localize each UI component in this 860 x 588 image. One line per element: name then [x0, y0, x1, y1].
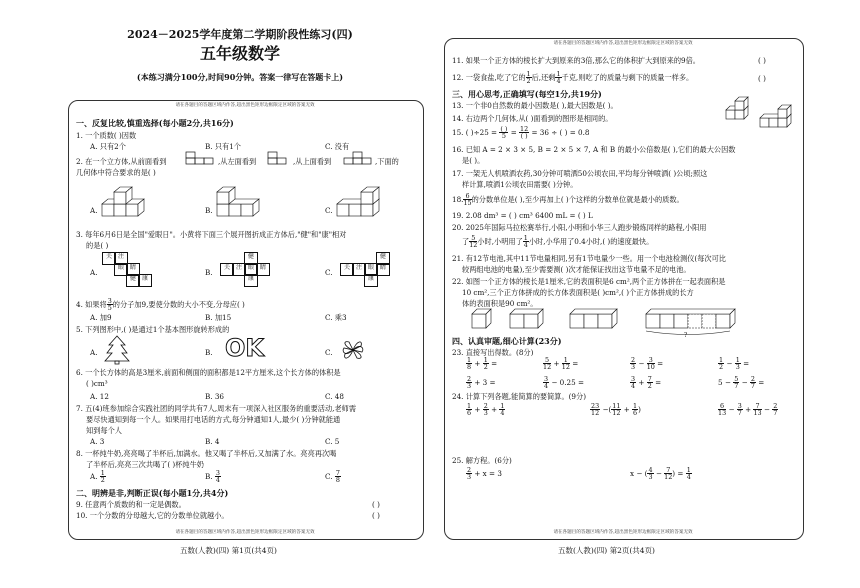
numerator: 1	[719, 356, 724, 364]
q18-text-a: 18.	[452, 194, 464, 204]
q2-cube-figure-a	[100, 186, 160, 220]
q24-item-1	[466, 403, 505, 417]
q25-eq2-b: ) =	[672, 468, 684, 478]
q4-text-a: 4. 如果将	[76, 299, 107, 309]
fraction	[466, 357, 472, 371]
subject-title: 五年级数学	[199, 44, 280, 63]
fraction	[590, 403, 600, 417]
denominator: 5	[107, 304, 112, 313]
operator: −	[655, 468, 662, 478]
tree-icon	[104, 335, 130, 365]
q2-option-c: C.	[325, 206, 333, 215]
net-cell: 眼	[364, 263, 378, 276]
question-2-c: ,从上面看到	[293, 157, 332, 166]
q25-equation-1	[466, 467, 502, 481]
section-1-title: 一、反复比较,慎重选择(每小题2分,共16分)	[76, 118, 234, 128]
operator: +	[553, 358, 560, 368]
denominator: 8	[335, 476, 340, 485]
question-16-b: 是( )。	[462, 156, 485, 165]
section-2-title: 二、明辨是非,判断正误(每小题1分,共4分)	[76, 488, 229, 498]
numerator: 23	[591, 402, 600, 410]
q4-option-b: B. 加15	[205, 313, 232, 322]
numerator: 7	[335, 469, 340, 477]
question-3-b: 的是( )	[86, 241, 109, 250]
numerator: 2	[467, 466, 472, 474]
exam-note: (本练习满分100分,时间90分钟。答案一律写在答题卡上)	[136, 72, 344, 82]
question-24: 24. 计算下列各题,能简算的要简算。(9分)	[452, 392, 586, 401]
question-10: 10. 一个分数的分母越大,它的分数单位就越小。	[76, 511, 229, 520]
q7-option-c: C. 5	[325, 437, 340, 446]
q18-text-b: 的分数单位是( ),至少再加上( )个这样的分数单位就是最小的质数。	[471, 194, 684, 204]
denominator: 3	[631, 363, 636, 372]
net-cell: 关	[102, 252, 116, 265]
numerator: 1	[467, 356, 472, 364]
numerator: 4	[648, 466, 653, 474]
operator: +	[474, 358, 481, 368]
question-17-a: 17. 一架无人机喷洒农药,30分钟可喷洒50公顷农田,平均每分钟喷洒( )公顷;照这	[452, 169, 708, 178]
fraction	[483, 403, 489, 417]
denominator: 4	[500, 409, 505, 418]
numerator: 2	[750, 375, 755, 383]
left-answer-box	[68, 100, 424, 540]
net-cell: 睛	[376, 263, 390, 276]
denominator: 7	[750, 382, 755, 391]
q22-question-mark: ?	[684, 332, 688, 339]
numerator: 3	[107, 297, 112, 305]
question-15	[452, 126, 589, 140]
denominator: 2	[719, 363, 724, 372]
option-letter: C.	[325, 471, 333, 481]
fraction	[466, 376, 472, 390]
operator: +	[745, 404, 752, 414]
operator: +	[623, 404, 630, 414]
fraction	[499, 403, 505, 417]
q23-item-3	[630, 357, 663, 371]
q14-solids-figure	[724, 96, 794, 136]
numerator: 12	[520, 125, 529, 133]
option-letter: B.	[205, 471, 213, 481]
question-25: 25. 解方程。(6分)	[452, 456, 512, 465]
equals: =	[491, 358, 498, 368]
q4-text-b: 的分子加9,要使分数的大小不变,分母应( )	[112, 299, 245, 309]
q3-option-a: A.	[90, 268, 98, 277]
equals: =	[758, 377, 765, 387]
q5-option-a: A.	[90, 348, 98, 357]
net-cell: 注	[352, 263, 366, 276]
denominator: 15	[463, 199, 472, 208]
denominator: 4	[544, 382, 549, 391]
denominator: 3	[648, 473, 653, 482]
numerator: 1	[500, 402, 505, 410]
net-cell: 关	[340, 263, 354, 276]
q23-item-2	[543, 357, 578, 371]
question-11: 11. 如果一个正方体的棱长扩大到原来的3倍,那么它的体积扩大到原来的9倍。	[452, 56, 700, 65]
q10-answer-paren: ( )	[372, 511, 380, 520]
denominator: 12	[612, 409, 621, 418]
q12-answer-paren: ( )	[758, 74, 766, 83]
question-20-b	[462, 235, 653, 249]
operator: +	[491, 404, 498, 414]
q2-option-a: A.	[90, 206, 98, 215]
equals: =	[572, 358, 579, 368]
fraction	[686, 467, 692, 481]
fraction	[630, 357, 636, 371]
left-footer: 五数(人教)(四) 第1页(共4页)	[180, 546, 277, 555]
question-8-a: 8. 一杯纯牛奶,亮亮喝了半杯后,加满水。他又喝了半杯后,又加满了水。亮亮再次喝	[76, 449, 337, 458]
question-2-b: ,从左面看到	[218, 157, 257, 166]
numerator: 1	[562, 357, 570, 364]
question-20-a: 20. 2025年国际马拉松赛举行,小阳,小明和小华三人跑步锻炼同样的路程,小阳用	[452, 223, 707, 232]
denominator: 2	[526, 77, 531, 86]
q25-equation-2	[630, 467, 692, 481]
q2-cube-figure-c	[335, 186, 395, 220]
operator: +	[638, 377, 645, 387]
numerator: 1	[467, 402, 472, 410]
denominator: 4	[215, 476, 220, 485]
numerator: 2	[483, 402, 488, 410]
question-7-c: 知到每个人	[86, 426, 122, 435]
numerator: 5	[734, 375, 739, 383]
denominator: 12	[664, 473, 673, 482]
denominator: 2	[647, 382, 652, 391]
question-23: 23. 直接写出得数。(8分)	[452, 348, 534, 357]
q5-option-c: C.	[325, 348, 333, 357]
numerator: 7	[647, 375, 652, 383]
net-cell: 康	[244, 274, 258, 287]
q7-option-a: A. 3	[90, 437, 105, 446]
fraction	[772, 403, 778, 417]
fraction	[100, 470, 106, 484]
fraction	[735, 357, 741, 371]
section-4-title: 四、认真审题,细心计算(23分)	[452, 336, 562, 346]
question-7-b: 要尽快通知到每一个人。如果用打电话的方式,每分钟通知1人,最少( )分钟就能通	[86, 415, 341, 424]
operator: −	[638, 358, 645, 368]
numerator: 1	[523, 234, 528, 242]
fraction	[519, 126, 529, 140]
denominator: 12	[469, 241, 478, 250]
numerator: 5	[469, 235, 477, 242]
q8-option-a	[90, 470, 106, 484]
warning-top-left: 请在各题目的答题区域内作答,超出黑色矩形边框限定区域的答案无效	[175, 103, 315, 108]
fraction	[733, 376, 739, 390]
fraction	[737, 403, 743, 417]
fraction	[543, 376, 549, 390]
q2-top-view-icon	[344, 152, 374, 166]
q23-item-5	[466, 376, 496, 390]
denominator: 4	[686, 473, 691, 482]
question-22-b: 10 cm²,三个正方体拼成的长方体表面积是( )cm²,( )个正方体拼成的长方	[462, 288, 694, 297]
fraction	[562, 357, 570, 371]
numerator: ( )	[500, 125, 508, 133]
operator: +	[474, 404, 481, 414]
numerator: 7	[753, 403, 761, 410]
question-6-a: 6. 一个长方体的高是3厘米,前面和侧面的面积都是12平方厘米,这个长方体的体积是	[76, 368, 341, 377]
fraction	[499, 126, 508, 140]
warning-bottom-left: 请在各题目的答题区域内作答,超出黑色矩形边框限定区域的答案无效	[175, 530, 315, 535]
q4-option-a: A. 加9	[90, 313, 112, 322]
q15-text-a: 15. ( )÷25 =	[452, 127, 498, 137]
operator: −	[726, 358, 733, 368]
q15-text-c: = 36 ÷ ( ) = 0.8	[531, 127, 590, 137]
q3-option-c: C.	[325, 268, 333, 277]
numerator: 1	[100, 469, 105, 477]
numerator: 1	[686, 466, 691, 474]
q1-option-a: A. 只有2个	[90, 142, 126, 151]
q6-option-c: C. 48	[325, 392, 344, 401]
numerator: 11	[612, 402, 621, 410]
denominator: 2	[483, 363, 488, 372]
q23-item-6	[543, 376, 584, 390]
numerator: 5	[543, 357, 551, 364]
numerator: 3	[544, 375, 549, 383]
question-2-d: ,下面的	[375, 157, 399, 166]
q5-option-b: B.	[205, 348, 213, 357]
q20-text-c: 小时,小明用了	[477, 236, 523, 246]
question-9: 9. 任意两个质数的和一定是偶数。	[76, 500, 186, 509]
denominator: 8	[467, 363, 472, 372]
net-cell: 关	[220, 263, 234, 276]
numerator: 1	[735, 356, 740, 364]
numerator: 3	[737, 402, 742, 410]
numerator: 1	[556, 70, 561, 78]
question-14: 14. 右边两个几何体,从( )面看到的图形是相同的。	[452, 114, 613, 123]
operator: −	[763, 404, 770, 414]
fraction	[630, 376, 636, 390]
right-footer: 五数(人教)(四) 第2页(共4页)	[558, 546, 655, 555]
question-8-b: 了半杯后,亮亮三次共喝了( )杯纯牛奶	[86, 460, 204, 469]
denominator: 3	[735, 363, 740, 372]
question-19: 19. 2.08 dm³ = ( ) cm³ 6400 mL = ( ) L	[452, 211, 593, 220]
denominator: 2	[100, 476, 105, 485]
section-3-title: 三、用心思考,正确填写(每空1分,共19分)	[452, 89, 602, 99]
denominator: 7	[734, 382, 739, 391]
q4-option-c: C. 乘3	[325, 313, 347, 322]
q24-item-3	[718, 403, 778, 417]
fraction	[483, 357, 489, 371]
fraction	[750, 376, 756, 390]
question-12	[452, 71, 693, 85]
fraction	[466, 467, 472, 481]
net-cell: 健	[244, 252, 258, 265]
question-3-a: 3. 每年6月6日是全国"爱眼日"。小黄将下面三个展开图折成正方体后,"健"和"康"相对	[76, 230, 347, 239]
question-22-a: 22. 如图一个正方体的棱长是1厘米,它的表面积是6 cm²,两个正方体拼在一起表面积是	[452, 277, 726, 286]
equals: =	[743, 358, 750, 368]
q12-text-c: 千克,则吃了的质量与剩下的质量一样多。	[561, 72, 694, 82]
denominator: 6	[467, 409, 472, 418]
equals: =	[657, 358, 664, 368]
denominator: 7	[773, 409, 778, 418]
q12-text-b: 后,还剩	[531, 72, 556, 82]
paren-close: )	[638, 404, 641, 414]
q2-cube-figure-b	[215, 186, 275, 220]
q23-item-4	[718, 357, 749, 371]
fraction	[647, 376, 653, 390]
question-18	[452, 193, 684, 207]
q20-text-d: 小时,小华用了0.4小时,( )的速度最快。	[528, 236, 654, 246]
q2-left-view-icon	[268, 152, 292, 166]
operator: −(	[602, 404, 612, 414]
fraction	[543, 357, 551, 371]
q1-option-c: C. 没有	[325, 142, 350, 151]
question-22-c: 体的表面积是90 cm²。	[462, 299, 538, 308]
warning-bottom-right: 请在各题目的答题区域内作答,超出黑色矩形边框限定区域的答案无效	[553, 530, 693, 535]
warning-top-right: 请在各题目的答题区域内作答,超出黑色矩形边框限定区域的答案无效	[553, 41, 693, 46]
denominator: 12	[591, 409, 600, 418]
net-cell: 健	[126, 274, 140, 287]
question-2-e: 几何体中符合要求的是( )	[76, 168, 156, 177]
exam-title: 2024－2025学年度第二学期阶段性练习(四)	[127, 28, 353, 41]
fraction	[718, 357, 724, 371]
equals: =	[655, 377, 662, 387]
q3-option-b: B.	[205, 268, 213, 277]
numerator: 2	[773, 402, 778, 410]
q23-item-6-rest: − 0.25 =	[551, 377, 584, 387]
net-cell: 康	[138, 274, 152, 287]
q23-item-7	[630, 376, 661, 390]
numerator: 1	[526, 70, 531, 78]
denominator: 6	[633, 409, 638, 418]
q11-answer-paren: ( )	[758, 56, 766, 65]
numerator: 1	[483, 356, 488, 364]
denominator: 10	[646, 363, 655, 372]
denominator: 12	[543, 363, 552, 372]
net-cell: 睛	[126, 263, 140, 276]
fraction	[466, 403, 472, 417]
net-cell: 眼	[244, 263, 258, 276]
q6-option-b: B. 36	[205, 392, 224, 401]
question-21-b: 较两组电池的电量),至少需要测( )次才能保证找出这节电量不足的电池。	[462, 265, 691, 274]
fraction	[753, 403, 761, 417]
denominator: 12	[561, 363, 570, 372]
denominator: 3	[467, 473, 472, 482]
numerator: 6	[463, 193, 471, 200]
question-4	[76, 298, 245, 312]
question-7-a: 7. 五(4)班参加综合实践社团的同学共有7人,周末有一项深入社区服务的重要活动,老师需	[76, 404, 357, 413]
denominator: 13	[718, 409, 727, 418]
fraction	[647, 357, 655, 371]
denominator: 3	[467, 382, 472, 391]
operator: −	[741, 377, 748, 387]
denominator: 3	[483, 409, 488, 418]
fraction	[647, 467, 653, 481]
question-5: 5. 下列图形中,( )是通过1个基本图形旋转形成的	[76, 325, 230, 334]
q20-text-b: 了	[462, 236, 470, 246]
q2-front-view-icon	[186, 152, 216, 166]
numerator: 2	[467, 375, 472, 383]
numerator: 3	[215, 469, 220, 477]
fraction	[335, 470, 341, 484]
ok-letters-figure: OK	[225, 334, 264, 362]
q24-item-2	[590, 403, 641, 417]
fraction	[718, 403, 726, 417]
option-letter: A.	[90, 471, 98, 481]
numerator: 6	[718, 403, 726, 410]
q8-option-b	[205, 470, 221, 484]
pinwheel-icon	[338, 335, 368, 365]
question-13: 13. 一个非0自然数的最小因数是( ),最大因数是( )。	[452, 101, 618, 110]
net-cell: 健	[376, 252, 390, 265]
numerator: 1	[633, 402, 638, 410]
q22-cubes-figure	[470, 306, 790, 336]
q9-answer-paren: ( )	[372, 500, 380, 509]
net-cell: 眼	[114, 263, 128, 276]
denominator: ( )	[520, 132, 528, 141]
q6-option-a: A. 12	[90, 392, 109, 401]
denominator: 4	[556, 77, 561, 86]
fraction	[215, 470, 221, 484]
numerator: 2	[631, 356, 636, 364]
net-cell: 注	[114, 252, 128, 265]
q23-item-5-rest: + 3 =	[474, 377, 496, 387]
question-17-b: 样计算,喷洒1公顷农田需要( )分钟。	[462, 180, 578, 189]
net-cell: 睛	[256, 263, 270, 276]
question-16-a: 16. 已知 A = 2 × 3 × 5, B = 2 × 5 × 7, A 和 B 的最小公倍数是( ),它们的最大公因数	[452, 145, 736, 154]
denominator: 4	[631, 382, 636, 391]
q7-option-b: B. 4	[205, 437, 220, 446]
operator: −	[728, 404, 735, 414]
denominator: 13	[753, 409, 762, 418]
q15-text-b: =	[510, 127, 517, 137]
q23-item-8-a: 5 −	[718, 377, 731, 387]
denominator: 5	[501, 132, 506, 141]
question-1: 1. 一个质数( )因数	[76, 131, 137, 140]
q25-eq2-a: x − (	[630, 468, 648, 478]
question-21-a: 21. 有12节电池,其中11节电量相同,另有1节电量少一些。用一个电池检测仪(每次可比	[452, 254, 726, 263]
numerator: 3	[647, 357, 655, 364]
net-cell: 注	[232, 263, 246, 276]
q23-item-8	[718, 376, 764, 390]
q8-option-c	[325, 470, 341, 484]
q2-option-b: B.	[205, 206, 213, 215]
q12-text-a: 12. 一袋食盐,吃了它的	[452, 72, 526, 82]
numerator: 3	[631, 375, 636, 383]
denominator: 4	[523, 241, 528, 250]
fraction	[463, 193, 471, 207]
numerator: 7	[664, 467, 672, 474]
q1-option-b: B. 只有1个	[205, 142, 241, 151]
denominator: 7	[737, 409, 742, 418]
q23-item-1	[466, 357, 497, 371]
fraction	[611, 403, 621, 417]
question-2-a: 2. 在一个立方体,从前面看到	[76, 157, 167, 166]
question-6-b: ( )cm³	[86, 379, 108, 388]
q25-eq1-rest: + x = 3	[474, 468, 502, 478]
net-cell: 康	[364, 274, 378, 287]
